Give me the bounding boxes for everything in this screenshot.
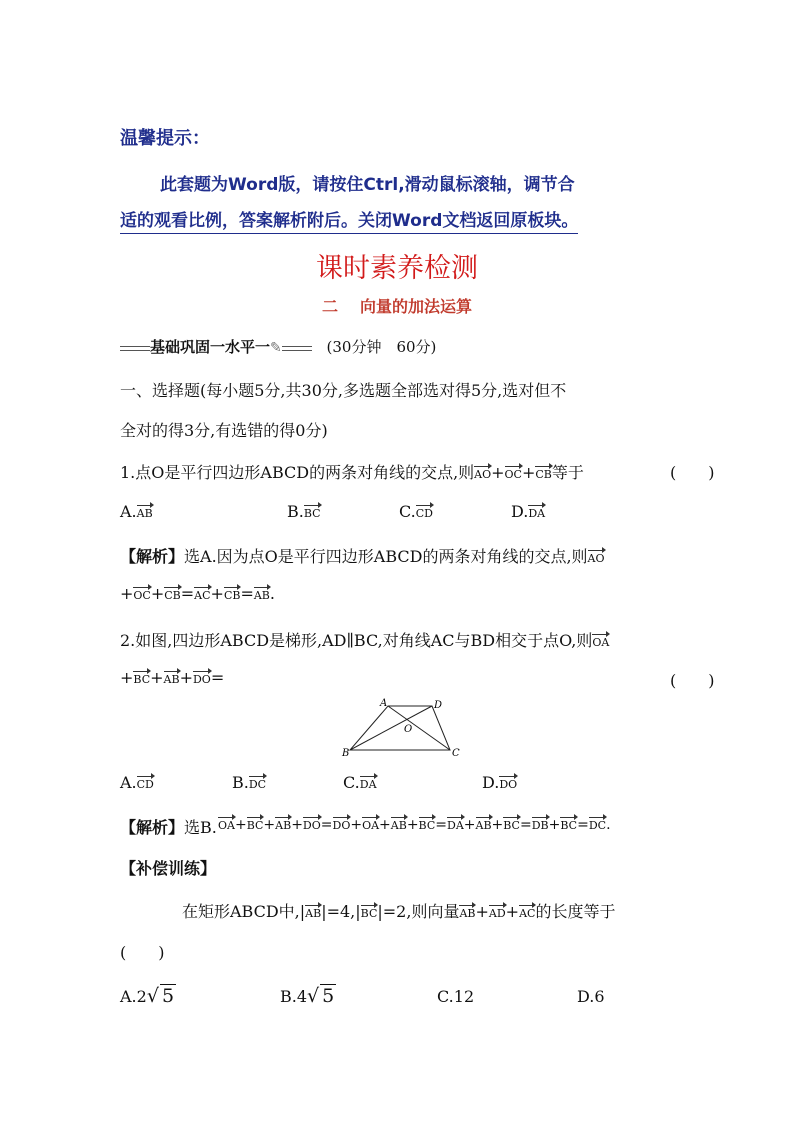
operator: + (234, 817, 247, 833)
lesson-title (0, 294, 794, 317)
option-letter: A. (120, 502, 137, 521)
extra-stem-suffix: 的长度等于 (535, 902, 616, 921)
vector-term: AB (137, 503, 153, 520)
option-letter: B. (232, 773, 249, 792)
option-letter: C. (343, 773, 360, 792)
lesson-number: 二 (321, 297, 338, 316)
vector-term: OC (133, 585, 150, 602)
vector-term: CB (224, 585, 241, 602)
vertex-label-o: O (404, 724, 413, 735)
q2-answer-blank: ( ) (670, 671, 715, 690)
vector-term: DO (333, 815, 351, 832)
operator: = (519, 817, 532, 833)
vertex-label-b: B (342, 748, 350, 758)
option-letter: C. (437, 987, 454, 1006)
q1-option-a (120, 502, 153, 521)
operator: + (120, 668, 134, 687)
vector-term: AD (489, 903, 506, 920)
sqrt-symbol: √ (307, 985, 320, 1007)
vector-term: BC (247, 815, 264, 832)
analysis-text: 选A.因为点O是平行四边形ABCD的两条对角线的交点,则 (184, 547, 588, 566)
vector-term: CD (416, 503, 433, 520)
section-header (120, 336, 436, 357)
extra-stem-text: 在矩形ABCD中,| (182, 902, 306, 921)
vector-term: AC (519, 903, 535, 920)
vector-term: DA (360, 774, 377, 791)
vector-term: BC (503, 815, 520, 832)
extra-option-a (120, 984, 176, 1007)
operator: + (475, 902, 489, 921)
extra-option-d (577, 987, 605, 1006)
operator: + (210, 584, 224, 603)
q1-option-b (287, 502, 321, 521)
extra-option-b (280, 984, 336, 1007)
part1-heading-line2: 全对的得3分,有选错的得0分) (120, 421, 328, 440)
operator: = (320, 817, 333, 833)
operator: + (379, 817, 391, 833)
option-letter: D. (511, 502, 529, 521)
vector-term: OA (362, 815, 379, 832)
operator: + (491, 817, 504, 833)
option-coefficient: 4 (296, 987, 308, 1006)
operator: + (505, 902, 520, 921)
vector-term: DB (532, 815, 549, 832)
operator: = (577, 817, 589, 833)
vector-term: DC (249, 774, 266, 791)
vector-term: AB (476, 815, 492, 832)
vector-term: AB (459, 903, 475, 920)
vector-term: BC (304, 503, 321, 520)
operator: + (548, 817, 561, 833)
vector-term: AB (275, 815, 291, 832)
q2-stem-line2 (120, 668, 224, 687)
operator: + (120, 584, 134, 603)
analysis-tag: 【解析】 (120, 547, 185, 566)
operator: = (435, 817, 447, 833)
page-title: 课时素养检测 (316, 253, 478, 284)
operator: . (269, 584, 275, 603)
option-text: 12 (453, 987, 475, 1006)
vector-term: AO (588, 548, 605, 565)
option-letter: D. (577, 987, 595, 1006)
hint-line-1: 此套题为Word版，请按住Ctrl,滑动鼠标滚轴，调节合 (160, 175, 575, 195)
q2-analysis-expression (218, 815, 611, 833)
operator: = (210, 668, 225, 687)
vector-term: AB (305, 903, 321, 920)
vertex-label-c: C (452, 748, 460, 758)
vector-term: AB (164, 669, 180, 686)
vector-term: OA (218, 815, 235, 832)
option-letter: B. (287, 502, 304, 521)
operator: + (521, 463, 536, 482)
q2-option-c (343, 773, 377, 792)
vector-term: BC (361, 903, 378, 920)
operator: + (491, 463, 505, 482)
operator: = (180, 584, 195, 603)
operator: + (150, 584, 165, 603)
vector-term: DO (499, 774, 517, 791)
divider-left (120, 346, 150, 351)
vector-term: BC (560, 815, 577, 832)
analysis-choice: 选B. (184, 818, 217, 837)
q2-analysis (120, 815, 217, 838)
q1-analysis-line2 (120, 584, 275, 603)
operator: = (240, 584, 254, 603)
option-letter: B. (280, 987, 297, 1006)
sqrt-radicand: 5 (322, 985, 335, 1007)
divider-right (282, 346, 312, 351)
part1-heading-line1: 一、选择题(每小题5分,共30分,多选题全部选对得5分,选对但不 (120, 381, 567, 400)
q2-stem-text: 2.如图,四边形ABCD是梯形,AD∥BC,对角线AC与BD相交于点O,则 (120, 631, 593, 650)
extra-option-c (437, 987, 474, 1006)
operator: . (606, 817, 611, 833)
option-coefficient: 2 (136, 987, 147, 1006)
option-letter: A. (120, 987, 137, 1006)
q1-option-d (511, 502, 545, 521)
vector-term: AC (194, 585, 210, 602)
vector-term: CD (137, 774, 154, 791)
q1-option-c (399, 502, 433, 521)
operator: + (350, 817, 363, 833)
option-letter: A. (120, 773, 137, 792)
vector-term: CB (535, 464, 552, 481)
q2-stem (120, 628, 609, 651)
operator: + (463, 817, 476, 833)
trapezoid-figure (340, 698, 470, 758)
vector-term: OA (592, 632, 609, 649)
q1-stem-text: 1.点O是平行四边形ABCD的两条对角线的交点,则 (120, 463, 475, 482)
vertex-label-d: D (434, 700, 443, 711)
operator: + (150, 668, 164, 687)
extra-tag: 【补偿训练】 (120, 859, 217, 878)
sqrt-radicand: 5 (161, 985, 175, 1007)
vector-term: DA (447, 815, 464, 832)
vector-term: DO (303, 815, 321, 832)
sqrt-symbol: √ (146, 985, 159, 1007)
q2-option-d (482, 773, 517, 792)
vector-term: CB (164, 585, 181, 602)
hint-title: 温馨提示： (120, 128, 210, 149)
vector-term: AB (254, 585, 270, 602)
trapezoid-outline (350, 706, 450, 750)
q1-stem (120, 460, 584, 483)
q1-answer-blank: ( ) (670, 463, 715, 482)
lesson-name: 向量的加法运算 (360, 297, 473, 316)
extra-stem (182, 899, 615, 922)
option-text: 6 (594, 987, 605, 1006)
option-letter: D. (482, 773, 500, 792)
extra-stem-text: |=2,则向量 (377, 902, 460, 921)
vertex-label-a: A (380, 698, 388, 709)
q2-option-b (232, 773, 266, 792)
analysis-tag: 【解析】 (120, 818, 185, 837)
operator: + (263, 817, 276, 833)
pencil-icon: ✎ (270, 340, 282, 356)
section-level: 基础巩固一水平一 (150, 338, 271, 356)
q1-stem-suffix: 等于 (551, 463, 584, 482)
operator: + (291, 817, 303, 833)
vector-term: AB (391, 815, 407, 832)
vector-term: OC (505, 464, 522, 481)
vector-term: DC (589, 815, 606, 832)
q2-option-a (120, 773, 154, 792)
vector-term: DO (193, 669, 211, 686)
vector-term: BC (419, 815, 436, 832)
option-letter: C. (399, 502, 416, 521)
extra-stem-text: |=4,| (321, 902, 361, 921)
hint-line-2: 适的观看比例，答案解析附后。关闭Word文档返回原板块。 (120, 206, 578, 234)
vector-term: DA (528, 503, 545, 520)
q1-analysis (120, 544, 605, 567)
vector-term: AO (474, 464, 491, 481)
section-time: (30分钟 60分) (326, 338, 437, 356)
extra-answer-blank: ( ) (120, 943, 165, 962)
operator: + (179, 668, 193, 687)
operator: + (406, 817, 419, 833)
vector-term: BC (133, 669, 150, 686)
